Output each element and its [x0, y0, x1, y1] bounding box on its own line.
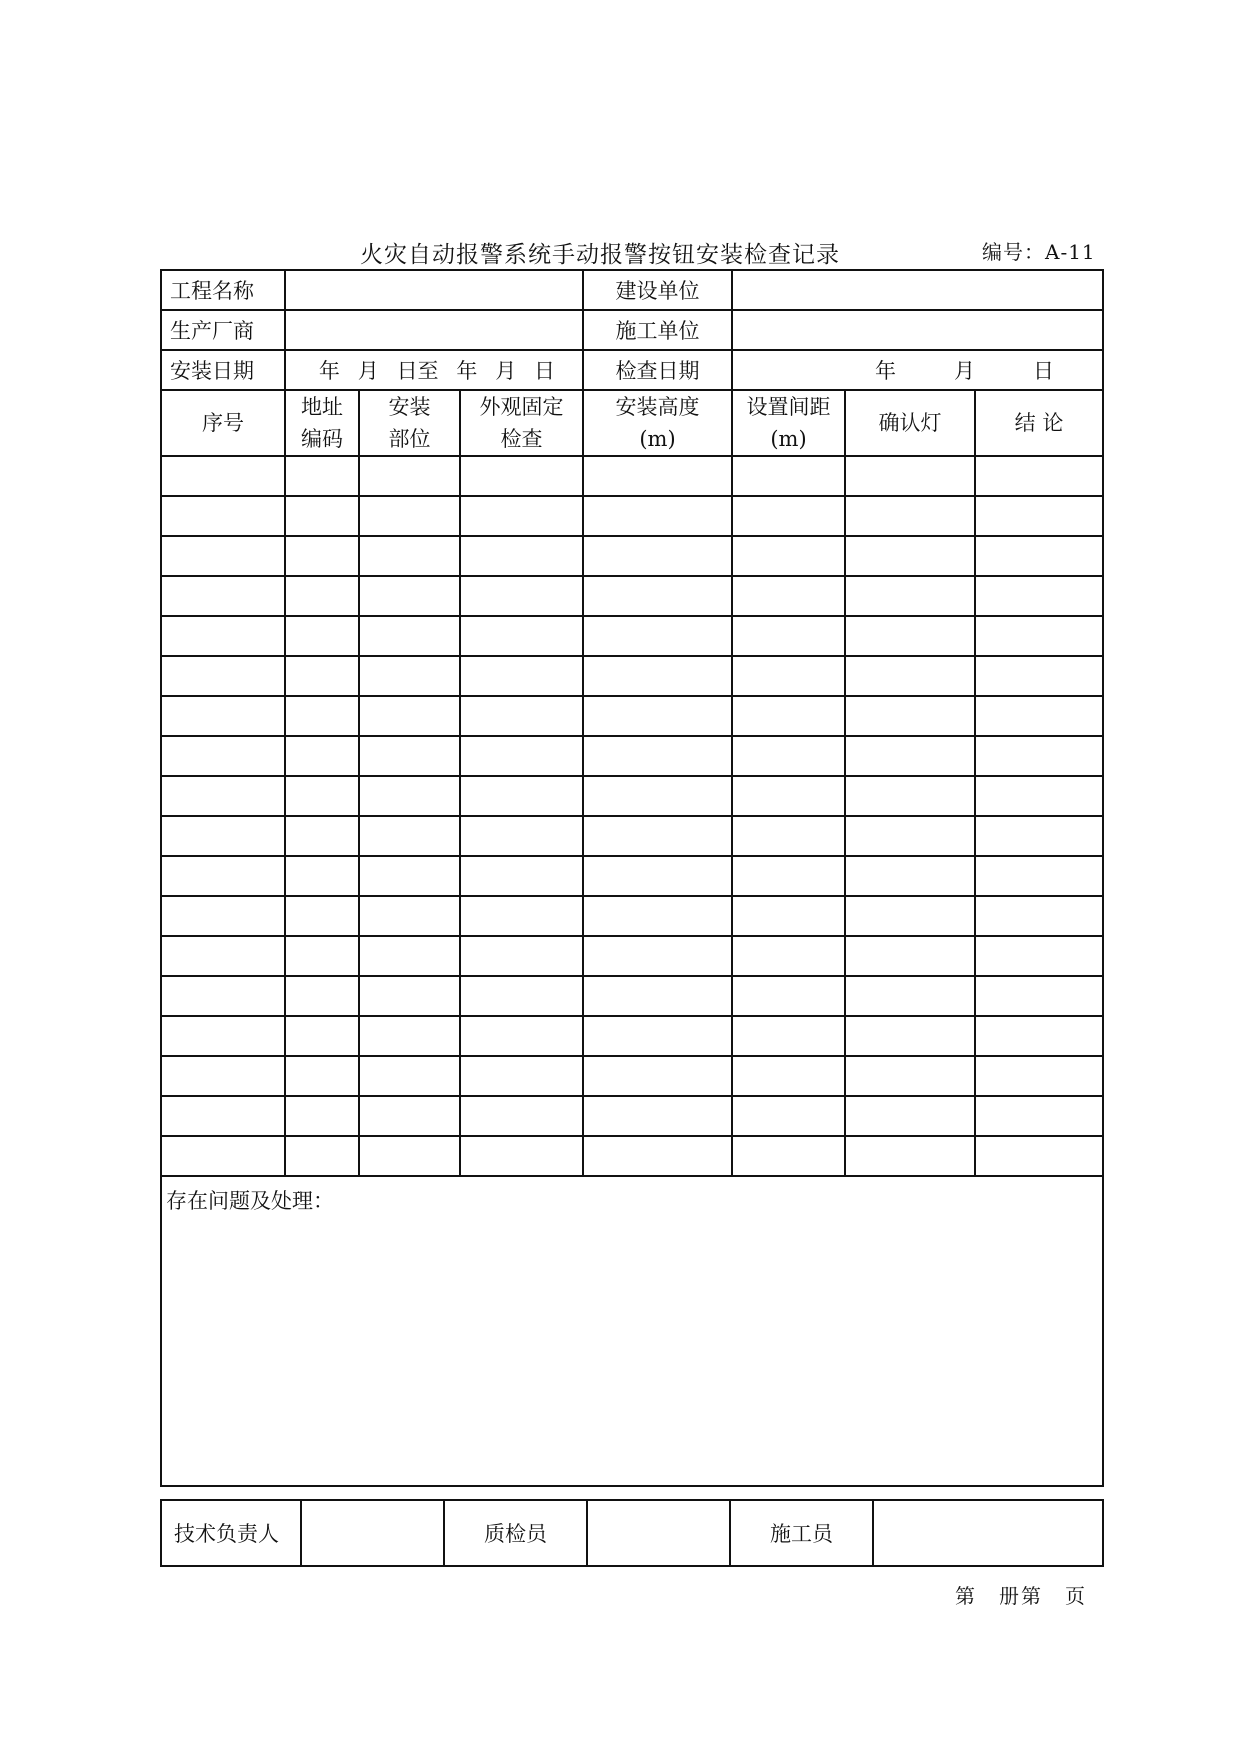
- column-header: 外观固定 检查: [460, 390, 583, 456]
- table-cell[interactable]: [732, 1056, 845, 1096]
- table-cell[interactable]: [161, 1016, 285, 1056]
- worker-signature-field[interactable]: [873, 1500, 1103, 1566]
- table-cell[interactable]: [460, 1056, 583, 1096]
- table-cell[interactable]: [460, 776, 583, 816]
- table-cell[interactable]: [285, 896, 359, 936]
- contractor-field[interactable]: [732, 310, 1103, 350]
- table-cell[interactable]: [161, 736, 285, 776]
- table-cell[interactable]: [732, 856, 845, 896]
- worker-label: 施工员: [730, 1500, 873, 1566]
- table-cell[interactable]: [161, 456, 285, 496]
- install-date-part: 年: [456, 359, 478, 383]
- table-cell[interactable]: [732, 776, 845, 816]
- table-cell[interactable]: [359, 1136, 460, 1176]
- table-cell[interactable]: [460, 856, 583, 896]
- table-cell[interactable]: [583, 576, 732, 616]
- inspection-form-table: [160, 269, 1104, 1487]
- install-date-label: 安装日期: [161, 350, 285, 390]
- check-date-part: 日: [1033, 359, 1054, 383]
- table-cell[interactable]: [732, 696, 845, 736]
- inspector-signature-field[interactable]: [587, 1500, 730, 1566]
- table-cell[interactable]: [845, 856, 975, 896]
- table-cell[interactable]: [975, 576, 1103, 616]
- project-name-label: 工程名称: [161, 270, 285, 310]
- table-cell[interactable]: [583, 856, 732, 896]
- table-cell[interactable]: [845, 616, 975, 656]
- table-cell[interactable]: [161, 856, 285, 896]
- table-cell[interactable]: [975, 536, 1103, 576]
- table-cell[interactable]: [359, 616, 460, 656]
- table-row: [161, 1136, 1103, 1176]
- column-header: 安装 部位: [359, 390, 460, 456]
- table-row: [161, 696, 1103, 736]
- column-header: 确认灯: [845, 390, 975, 456]
- install-date-part: 日: [534, 359, 556, 383]
- table-cell[interactable]: [845, 936, 975, 976]
- column-header: 设置间距 (m): [732, 390, 845, 456]
- table-cell[interactable]: [975, 656, 1103, 696]
- table-cell[interactable]: [161, 616, 285, 656]
- table-cell[interactable]: [583, 696, 732, 736]
- table-row: [161, 1096, 1103, 1136]
- info-row-project: [161, 270, 1103, 310]
- table-cell[interactable]: [845, 896, 975, 936]
- table-cell[interactable]: [583, 496, 732, 536]
- contractor-label: 施工单位: [583, 310, 732, 350]
- table-row: [161, 576, 1103, 616]
- table-cell[interactable]: [845, 1136, 975, 1176]
- table-row: [161, 976, 1103, 1016]
- table-cell[interactable]: [732, 456, 845, 496]
- table-cell[interactable]: [460, 456, 583, 496]
- table-cell[interactable]: [460, 616, 583, 656]
- table-cell[interactable]: [460, 976, 583, 1016]
- table-cell[interactable]: [460, 816, 583, 856]
- issues-row: [161, 1176, 1103, 1486]
- table-cell[interactable]: [285, 696, 359, 736]
- table-cell[interactable]: [975, 976, 1103, 1016]
- table-cell[interactable]: [285, 816, 359, 856]
- manufacturer-field[interactable]: [285, 310, 583, 350]
- table-cell[interactable]: [583, 736, 732, 776]
- column-header: 地址 编码: [285, 390, 359, 456]
- table-cell[interactable]: [161, 536, 285, 576]
- table-row: [161, 496, 1103, 536]
- table-cell[interactable]: [460, 736, 583, 776]
- table-cell[interactable]: [583, 536, 732, 576]
- table-cell[interactable]: [285, 456, 359, 496]
- table-cell[interactable]: [845, 576, 975, 616]
- table-cell[interactable]: [460, 656, 583, 696]
- table-cell[interactable]: [460, 1096, 583, 1136]
- table-cell[interactable]: [285, 496, 359, 536]
- table-cell[interactable]: [359, 1056, 460, 1096]
- check-date-field[interactable]: [732, 350, 1103, 390]
- table-cell[interactable]: [285, 736, 359, 776]
- table-cell[interactable]: [285, 1016, 359, 1056]
- table-cell[interactable]: [975, 816, 1103, 856]
- table-cell[interactable]: [460, 696, 583, 736]
- table-cell[interactable]: [161, 1136, 285, 1176]
- table-cell[interactable]: [975, 616, 1103, 656]
- table-cell[interactable]: [583, 896, 732, 936]
- table-cell[interactable]: [285, 1096, 359, 1136]
- table-row: [161, 816, 1103, 856]
- column-header-row: [161, 390, 1103, 456]
- table-cell[interactable]: [460, 496, 583, 536]
- tech-lead-label: 技术负责人: [161, 1500, 301, 1566]
- table-cell[interactable]: [975, 736, 1103, 776]
- table-cell[interactable]: [359, 776, 460, 816]
- table-cell[interactable]: [845, 456, 975, 496]
- table-cell[interactable]: [161, 656, 285, 696]
- table-cell[interactable]: [845, 1016, 975, 1056]
- table-cell[interactable]: [732, 1096, 845, 1136]
- table-row: [161, 936, 1103, 976]
- table-cell[interactable]: [583, 1136, 732, 1176]
- manufacturer-label: 生产厂商: [161, 310, 285, 350]
- table-cell[interactable]: [161, 1096, 285, 1136]
- table-cell[interactable]: [285, 576, 359, 616]
- table-cell[interactable]: [845, 696, 975, 736]
- table-cell[interactable]: [845, 816, 975, 856]
- table-cell[interactable]: [359, 856, 460, 896]
- construction-owner-label: 建设单位: [583, 270, 732, 310]
- check-date-part: 年: [875, 359, 896, 383]
- table-cell[interactable]: [583, 456, 732, 496]
- table-cell[interactable]: [359, 976, 460, 1016]
- table-cell[interactable]: [975, 1056, 1103, 1096]
- table-cell[interactable]: [359, 896, 460, 936]
- table-cell[interactable]: [732, 736, 845, 776]
- table-cell[interactable]: [732, 576, 845, 616]
- table-cell[interactable]: [975, 456, 1103, 496]
- table-cell[interactable]: [975, 496, 1103, 536]
- table-cell[interactable]: [583, 1056, 732, 1096]
- install-date-part: 月: [495, 359, 517, 383]
- table-row: [161, 1016, 1103, 1056]
- table-cell[interactable]: [460, 536, 583, 576]
- table-cell[interactable]: [732, 536, 845, 576]
- table-cell[interactable]: [460, 1136, 583, 1176]
- table-cell[interactable]: [845, 976, 975, 1016]
- table-cell[interactable]: [285, 1136, 359, 1176]
- table-cell[interactable]: [460, 1016, 583, 1056]
- table-row: [161, 856, 1103, 896]
- table-cell[interactable]: [359, 696, 460, 736]
- table-cell[interactable]: [732, 936, 845, 976]
- check-date-part: 月: [954, 359, 975, 383]
- table-row: [161, 456, 1103, 496]
- signature-table: [160, 1499, 1104, 1567]
- table-cell[interactable]: [975, 1016, 1103, 1056]
- table-cell[interactable]: [845, 1096, 975, 1136]
- table-cell[interactable]: [359, 736, 460, 776]
- table-cell[interactable]: [161, 496, 285, 536]
- table-cell[interactable]: [845, 536, 975, 576]
- table-cell[interactable]: [161, 976, 285, 1016]
- table-cell[interactable]: [845, 736, 975, 776]
- table-cell[interactable]: [732, 616, 845, 656]
- form-title: 火灾自动报警系统手动报警按钮安装检查记录: [360, 241, 840, 268]
- info-row-dates: [161, 350, 1103, 390]
- table-row: [161, 896, 1103, 936]
- table-cell[interactable]: [845, 776, 975, 816]
- table-cell[interactable]: [583, 776, 732, 816]
- construction-owner-field[interactable]: [732, 270, 1103, 310]
- table-cell[interactable]: [583, 936, 732, 976]
- table-cell[interactable]: [845, 496, 975, 536]
- table-row: [161, 736, 1103, 776]
- table-cell[interactable]: [732, 496, 845, 536]
- table-cell[interactable]: [732, 1016, 845, 1056]
- document-number: 编号：A-11: [982, 240, 1096, 264]
- table-cell[interactable]: [161, 1056, 285, 1096]
- table-cell[interactable]: [975, 776, 1103, 816]
- table-cell[interactable]: [460, 936, 583, 976]
- table-cell[interactable]: [285, 936, 359, 976]
- info-row-manufacturer: [161, 310, 1103, 350]
- column-header: 序号: [161, 390, 285, 456]
- table-cell[interactable]: [161, 936, 285, 976]
- table-cell[interactable]: [732, 816, 845, 856]
- table-cell[interactable]: [583, 656, 732, 696]
- issues-label: 存在问题及处理：: [166, 1189, 334, 1213]
- table-row: [161, 616, 1103, 656]
- table-cell[interactable]: [460, 576, 583, 616]
- table-cell[interactable]: [359, 816, 460, 856]
- table-cell[interactable]: [359, 536, 460, 576]
- check-date-label: 检查日期: [583, 350, 732, 390]
- table-cell[interactable]: [975, 1136, 1103, 1176]
- table-cell[interactable]: [583, 616, 732, 656]
- table-cell[interactable]: [732, 976, 845, 1016]
- install-date-part: 年: [318, 359, 340, 383]
- table-cell[interactable]: [845, 1056, 975, 1096]
- issues-field[interactable]: [161, 1176, 1103, 1486]
- table-cell[interactable]: [359, 576, 460, 616]
- table-cell[interactable]: [975, 936, 1103, 976]
- table-row: [161, 536, 1103, 576]
- table-cell[interactable]: [161, 776, 285, 816]
- table-cell[interactable]: [460, 896, 583, 936]
- table-cell[interactable]: [285, 1056, 359, 1096]
- table-cell[interactable]: [285, 976, 359, 1016]
- install-date-part: 月: [357, 359, 379, 383]
- install-date-part: 日至: [396, 359, 439, 383]
- table-cell[interactable]: [161, 896, 285, 936]
- table-cell[interactable]: [285, 856, 359, 896]
- page-footer: 第 册第 页: [955, 1584, 1087, 1608]
- table-cell[interactable]: [583, 976, 732, 1016]
- table-cell[interactable]: [359, 496, 460, 536]
- table-cell[interactable]: [975, 856, 1103, 896]
- install-date-field[interactable]: [285, 350, 583, 390]
- tech-lead-signature-field[interactable]: [301, 1500, 444, 1566]
- table-cell[interactable]: [583, 816, 732, 856]
- inspector-label: 质检员: [444, 1500, 587, 1566]
- table-cell[interactable]: [975, 696, 1103, 736]
- data-rows: [161, 456, 1103, 1176]
- table-cell[interactable]: [359, 936, 460, 976]
- table-cell[interactable]: [161, 576, 285, 616]
- table-cell[interactable]: [583, 1096, 732, 1136]
- table-cell[interactable]: [359, 656, 460, 696]
- table-row: [161, 656, 1103, 696]
- table-cell[interactable]: [161, 696, 285, 736]
- table-cell[interactable]: [975, 896, 1103, 936]
- table-cell[interactable]: [285, 656, 359, 696]
- table-cell[interactable]: [975, 1096, 1103, 1136]
- table-cell[interactable]: [359, 456, 460, 496]
- table-cell[interactable]: [732, 656, 845, 696]
- column-header: 安装高度 (m): [583, 390, 732, 456]
- table-cell[interactable]: [285, 536, 359, 576]
- project-name-field[interactable]: [285, 270, 583, 310]
- table-cell[interactable]: [359, 1096, 460, 1136]
- table-row: [161, 776, 1103, 816]
- table-cell[interactable]: [359, 1016, 460, 1056]
- table-cell[interactable]: [285, 776, 359, 816]
- table-cell[interactable]: [845, 656, 975, 696]
- table-cell[interactable]: [732, 896, 845, 936]
- table-cell[interactable]: [161, 816, 285, 856]
- table-cell[interactable]: [285, 616, 359, 656]
- table-cell[interactable]: [583, 1016, 732, 1056]
- column-header: 结 论: [975, 390, 1103, 456]
- table-cell[interactable]: [732, 1136, 845, 1176]
- table-row: [161, 1056, 1103, 1096]
